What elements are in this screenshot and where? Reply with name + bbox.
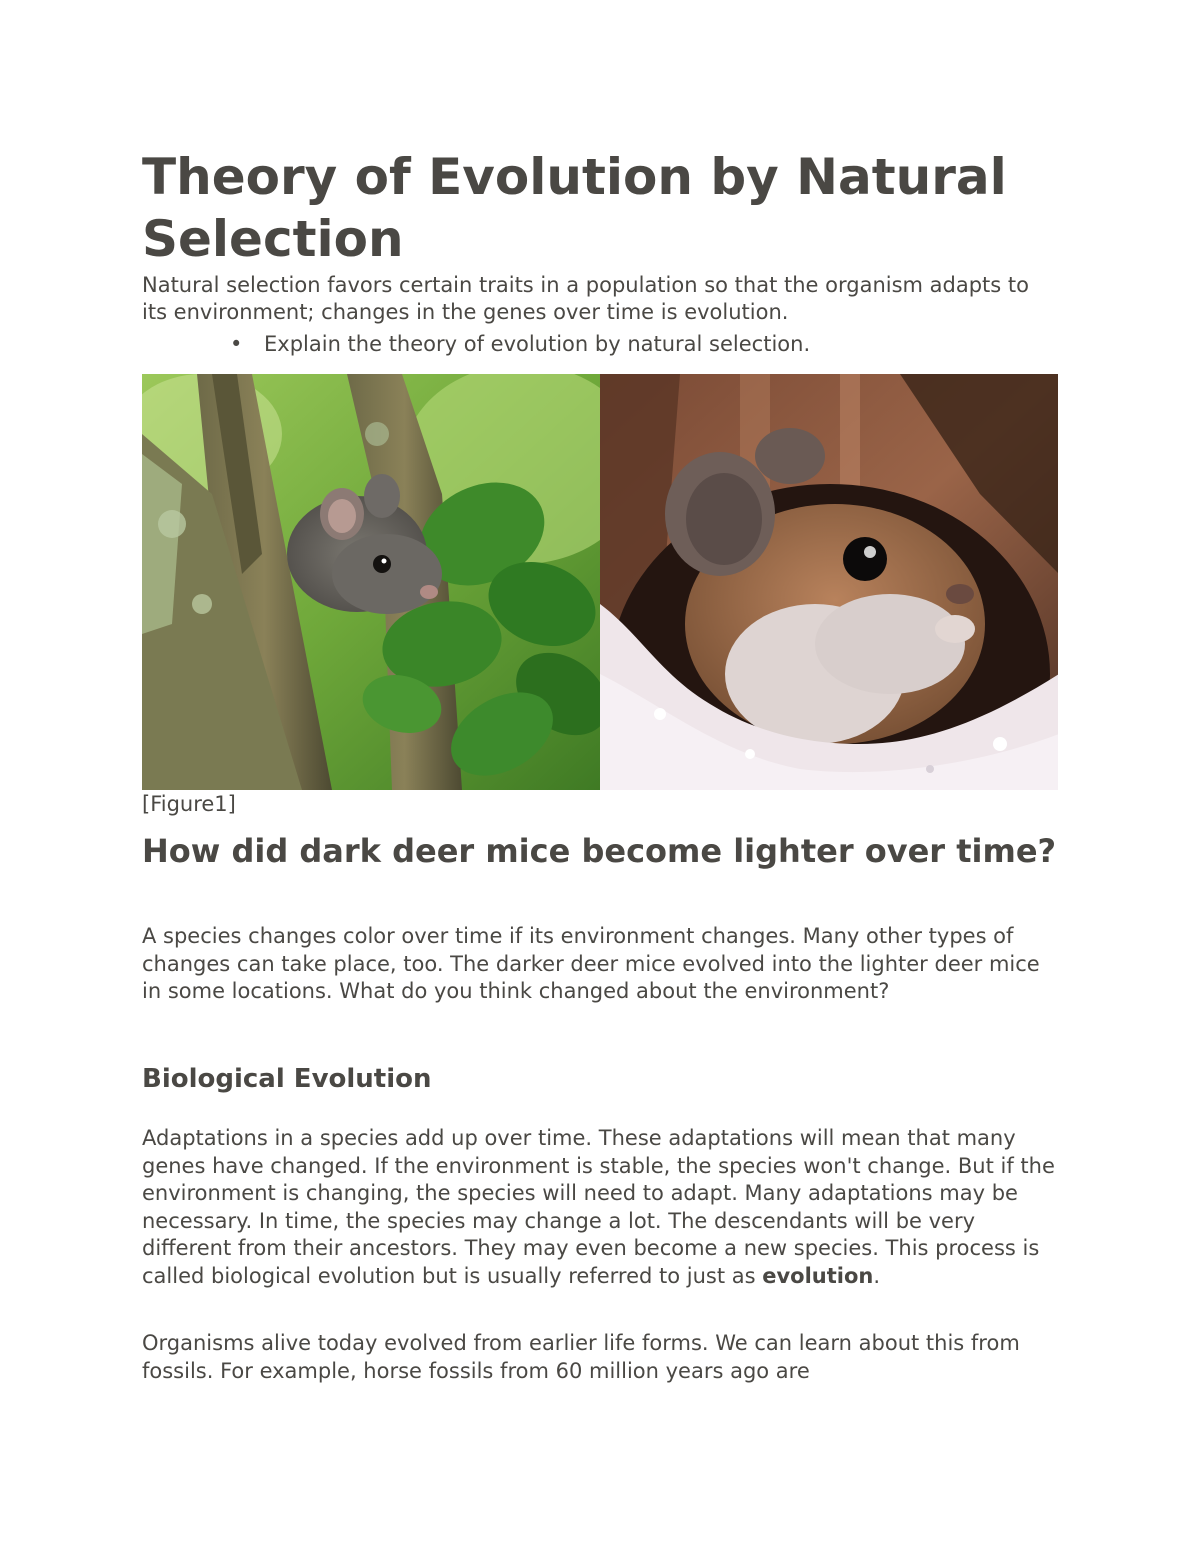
bullet-marker: •: [230, 332, 243, 356]
figure-deer-mice: [142, 374, 1059, 790]
section-heading: Biological Evolution: [142, 1064, 432, 1094]
question-heading: How did dark deer mice become lighter over time?: [142, 832, 1057, 870]
section-paragraph-1-end: .: [873, 1263, 881, 1288]
page-title: Theory of Evolution by Natural Selection: [142, 148, 1007, 268]
objective-bullet: [230, 331, 810, 358]
dark-mouse-photo: [142, 374, 600, 790]
question-paragraph: A species changes color over time if its environment changes. Many other types of changes can take place, too. The darker deer mice evolved into the lighter deer mice in some locations. What do you think changed about the environment?: [142, 924, 1040, 1003]
evolution-term: evolution: [762, 1263, 874, 1288]
figure-caption: [Figure1]: [142, 792, 236, 816]
light-mouse-photo: [600, 374, 1058, 790]
intro-paragraph: Natural selection favors certain traits in a population so that the organism adapts to its environment; changes in the genes over time is evolution.: [142, 273, 1029, 324]
section-paragraph-1-text: Adaptations in a species add up over time. These adaptations will mean that many genes have changed. If the environment is stable, the species won't change. But if the environment is changing, the species will need to adapt. Many adaptations may be necessary. In time, the species may change a lot. The descendants will be very different from their ancestors. They may even become a new species. This process is called biological evolution but is usually referred to just as: [142, 1126, 1055, 1288]
objective-text: Explain the theory of evolution by natural selection.: [264, 332, 811, 356]
section-paragraph-2: Organisms alive today evolved from earlier life forms. We can learn about this from fossils. For example, horse fossils from 60 million years ago are: [142, 1331, 1020, 1383]
section-paragraph-1: [142, 1125, 1060, 1290]
